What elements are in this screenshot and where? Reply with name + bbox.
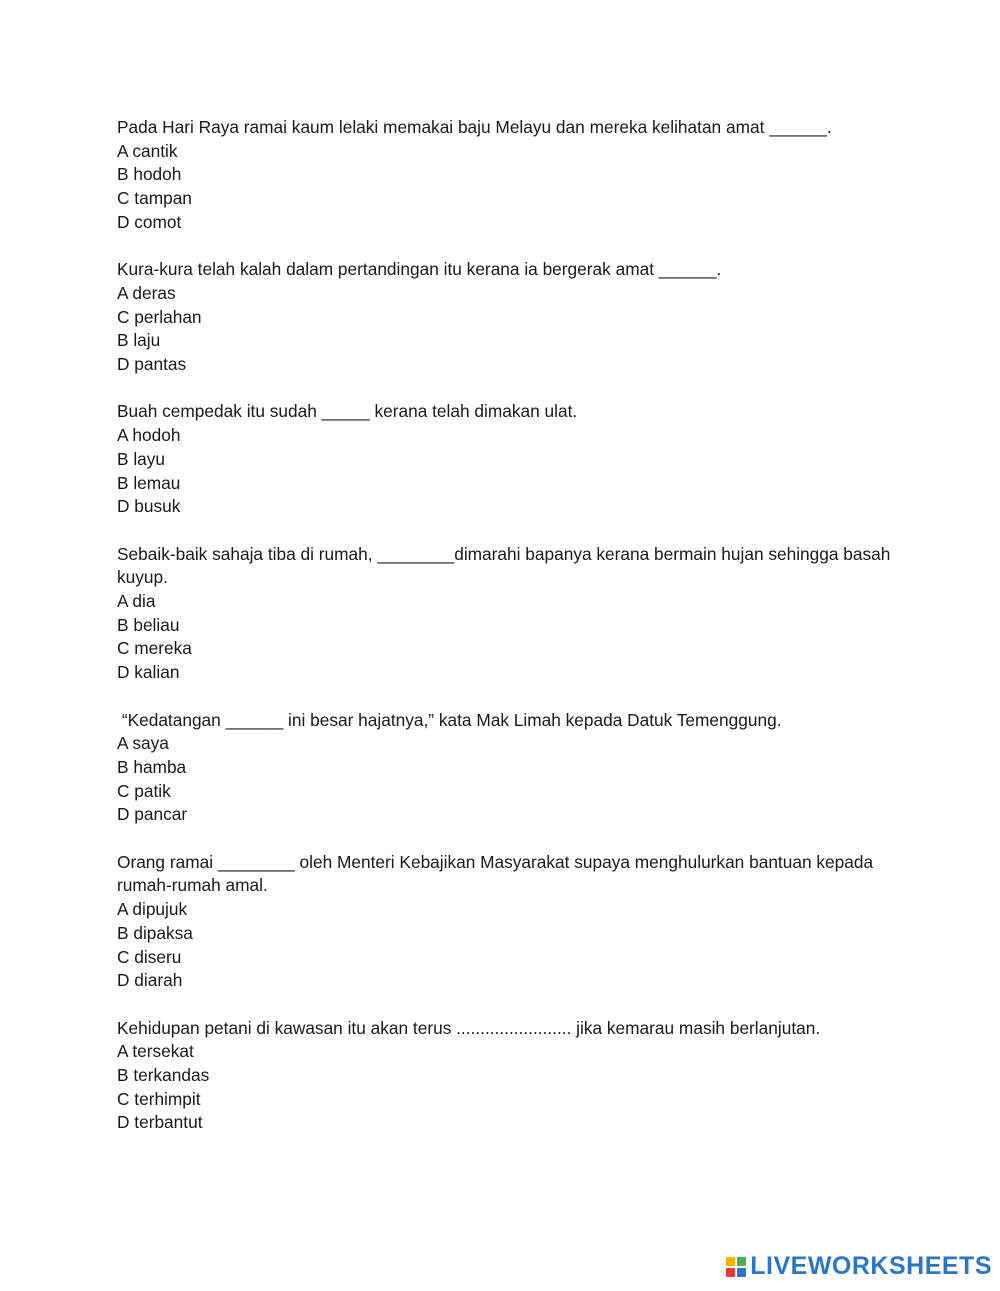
option-d: D terbantut (117, 1112, 203, 1133)
logo-square-2 (737, 1257, 746, 1266)
brand-name: LIVEWORKSHEETS (750, 1252, 992, 1280)
option-4: D busuk (117, 496, 181, 517)
option-c: C diseru (117, 946, 182, 967)
question-stem: Pada Hari Raya ramai kaum lelaki memakai baju Melayu dan mereka kelihatan amat ______. (117, 117, 832, 137)
liveworksheets-brand (726, 1252, 992, 1281)
question-1 (117, 116, 907, 235)
option-3: B laju (117, 330, 161, 351)
option-d: D pancar (117, 804, 188, 825)
option-4: D pantas (117, 354, 187, 375)
liveworksheets-logo-icon (726, 1257, 746, 1277)
question-6 (117, 851, 907, 993)
logo-square-1 (726, 1257, 735, 1266)
option-a: A dipujuk (117, 899, 188, 920)
question-stem: Kehidupan petani di kawasan itu akan terus ........................ jika kemarau masih berlanjutan. (117, 1017, 821, 1038)
question-3 (117, 400, 907, 519)
option-3: B lemau (117, 472, 181, 493)
option-c: C mereka (117, 638, 192, 659)
option-b: B hodoh (117, 164, 182, 185)
option-2: B layu (117, 448, 166, 469)
option-d: D comot (117, 211, 182, 232)
option-a: A tersekat (117, 1041, 194, 1062)
question-stem: Buah cempedak itu sudah _____ kerana telah dimakan ulat. (117, 401, 578, 422)
logo-square-3 (726, 1268, 735, 1277)
worksheet (117, 116, 907, 1159)
option-d: D kalian (117, 662, 180, 683)
option-a: A saya (117, 733, 169, 754)
option-1: A deras (117, 282, 176, 303)
option-b: B dipaksa (117, 922, 193, 943)
question-stem: Kura-kura telah kalah dalam pertandingan itu kerana ia bergerak amat ______. (117, 259, 722, 280)
option-b: B hamba (117, 756, 187, 777)
option-a: A cantik (117, 140, 178, 161)
option-b: B terkandas (117, 1065, 210, 1086)
option-c: C patik (117, 780, 171, 801)
question-stem: “Kedatangan ______ ini besar hajatnya,” kata Mak Limah kepada Datuk Temenggung. (117, 709, 782, 730)
question-7 (117, 1017, 907, 1136)
option-b: B beliau (117, 614, 180, 635)
option-c: C terhimpit (117, 1088, 201, 1109)
option-1: A hodoh (117, 425, 181, 446)
question-5 (117, 709, 907, 828)
question-stem: Orang ramai ________ oleh Menteri Kebajikan Masyarakat supaya menghulurkan bantuan kepada rumah-rumah amal. (117, 851, 874, 896)
option-d: D diarah (117, 970, 183, 991)
logo-square-4 (737, 1268, 746, 1277)
option-2: C perlahan (117, 306, 202, 327)
question-2 (117, 258, 907, 377)
question-4 (117, 543, 907, 685)
question-stem: Sebaik-baik sahaja tiba di rumah, ________dimarahi bapanya kerana bermain hujan sehingga basah kuyup. (117, 543, 891, 588)
option-c: C tampan (117, 188, 192, 209)
option-a: A dia (117, 591, 156, 612)
